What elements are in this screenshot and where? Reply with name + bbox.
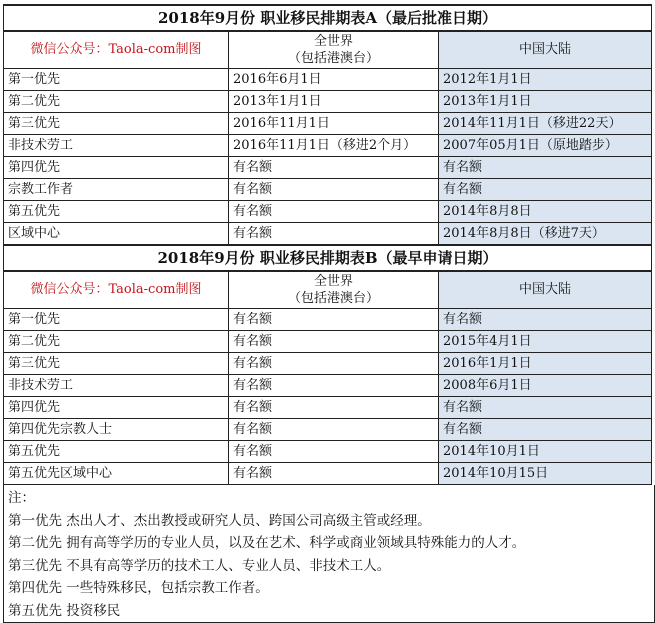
china-cell: 2014年8月8日 (439, 201, 652, 223)
world-header-line1: 全世界 (313, 274, 353, 289)
world-cell: 有名额 (229, 353, 439, 375)
world-cell: 有名额 (229, 397, 439, 419)
china-cell: 2016年1月1日 (439, 353, 652, 375)
world-cell: 2016年11月1日 (229, 113, 439, 135)
table-row (4, 419, 652, 441)
world-cell: 有名额 (229, 441, 439, 463)
china-cell: 有名额 (439, 419, 652, 441)
category-cell: 第三优先 (4, 113, 229, 135)
china-cell: 有名额 (439, 157, 652, 179)
table-row (4, 353, 652, 375)
category-cell: 第五优先 (4, 441, 229, 463)
china-cell: 2008年6月1日 (439, 375, 652, 397)
world-cell: 2016年6月1日 (229, 69, 439, 91)
notes-section (3, 485, 655, 623)
notes-heading: 注： (8, 490, 35, 506)
world-cell: 有名额 (229, 201, 439, 223)
china-cell: 有名额 (439, 179, 652, 201)
china-cell: 2015年4月1日 (439, 331, 652, 353)
table-b-china-header: 中国大陆 (439, 271, 652, 309)
china-cell: 2014年11月1日（移进22天） (439, 113, 652, 135)
category-cell: 宗教工作者 (4, 179, 229, 201)
world-header-line2: （包括港澳台） (287, 51, 379, 66)
note-line: 第四优先 一些特殊移民，包括宗教工作者。 (8, 580, 269, 596)
china-cell: 2014年10月1日 (439, 441, 652, 463)
table-row (4, 441, 652, 463)
table-row (4, 113, 652, 135)
table-row (4, 201, 652, 223)
category-cell: 第四优先 (4, 157, 229, 179)
table-row (4, 309, 652, 331)
table-b-title-row (4, 245, 652, 271)
china-cell: 2007年05月1日（原地踏步） (439, 135, 652, 157)
table-a-world-header (229, 31, 439, 69)
table-a-brand-label: 微信公众号：Taola-com制图 (4, 31, 229, 69)
table-a-china-header: 中国大陆 (439, 31, 652, 69)
table-row (4, 223, 652, 246)
china-cell: 2014年8月8日（移进7天） (439, 223, 652, 246)
category-cell: 区域中心 (4, 223, 229, 246)
world-header-line2: （包括港澳台） (287, 291, 379, 306)
category-cell: 第五优先区域中心 (4, 463, 229, 485)
table-b-header-row (4, 271, 652, 309)
table-row (4, 157, 652, 179)
world-cell: 有名额 (229, 331, 439, 353)
world-cell: 有名额 (229, 463, 439, 485)
china-cell: 有名额 (439, 309, 652, 331)
note-line: 第二优先 拥有高等学历的专业人员，以及在艺术、科学或商业领域具特殊能力的人才。 (8, 535, 526, 551)
table-row (4, 135, 652, 157)
category-cell: 第一优先 (4, 69, 229, 91)
category-cell: 非技术劳工 (4, 375, 229, 397)
world-header-line1: 全世界 (313, 34, 353, 49)
world-cell: 有名额 (229, 375, 439, 397)
category-cell: 非技术劳工 (4, 135, 229, 157)
note-line: 第五优先 投资移民 (8, 602, 121, 619)
visa-bulletin-sheet (3, 4, 651, 623)
world-cell: 有名额 (229, 179, 439, 201)
table-row (4, 91, 652, 113)
table-a-title: 2018年9月份 职业移民排期表A（最后批准日期） (4, 5, 652, 31)
table-row (4, 375, 652, 397)
note-line: 第三优先 不具有高等学历的技术工人、专业人员、非技术工人。 (8, 557, 391, 574)
table-a-header-row (4, 31, 652, 69)
table-row (4, 463, 652, 485)
table-b-title: 2018年9月份 职业移民排期表B（最早申请日期） (4, 245, 652, 271)
category-cell: 第一优先 (4, 309, 229, 331)
category-cell: 第三优先 (4, 353, 229, 375)
category-cell: 第四优先 (4, 397, 229, 419)
category-cell: 第四优先宗教人士 (4, 419, 229, 441)
world-cell: 有名额 (229, 157, 439, 179)
china-cell: 有名额 (439, 397, 652, 419)
world-cell: 有名额 (229, 309, 439, 331)
world-cell: 有名额 (229, 419, 439, 441)
table-row (4, 179, 652, 201)
category-cell: 第二优先 (4, 331, 229, 353)
world-cell: 有名额 (229, 223, 439, 246)
china-cell: 2013年1月1日 (439, 91, 652, 113)
world-cell: 2013年1月1日 (229, 91, 439, 113)
table-b-world-header (229, 271, 439, 309)
visa-bulletin-table (3, 4, 652, 485)
table-row (4, 69, 652, 91)
table-a-title-row (4, 5, 652, 31)
china-cell: 2014年10月15日 (439, 463, 652, 485)
china-cell: 2012年1月1日 (439, 69, 652, 91)
world-cell: 2016年11月1日（移进2个月） (229, 135, 439, 157)
category-cell: 第二优先 (4, 91, 229, 113)
note-line: 第一优先 杰出人才、杰出教授或研究人员、跨国公司高级主管或经理。 (8, 512, 431, 529)
category-cell: 第五优先 (4, 201, 229, 223)
table-b-brand-label: 微信公众号：Taola-com制图 (4, 271, 229, 309)
table-row (4, 397, 652, 419)
table-row (4, 331, 652, 353)
